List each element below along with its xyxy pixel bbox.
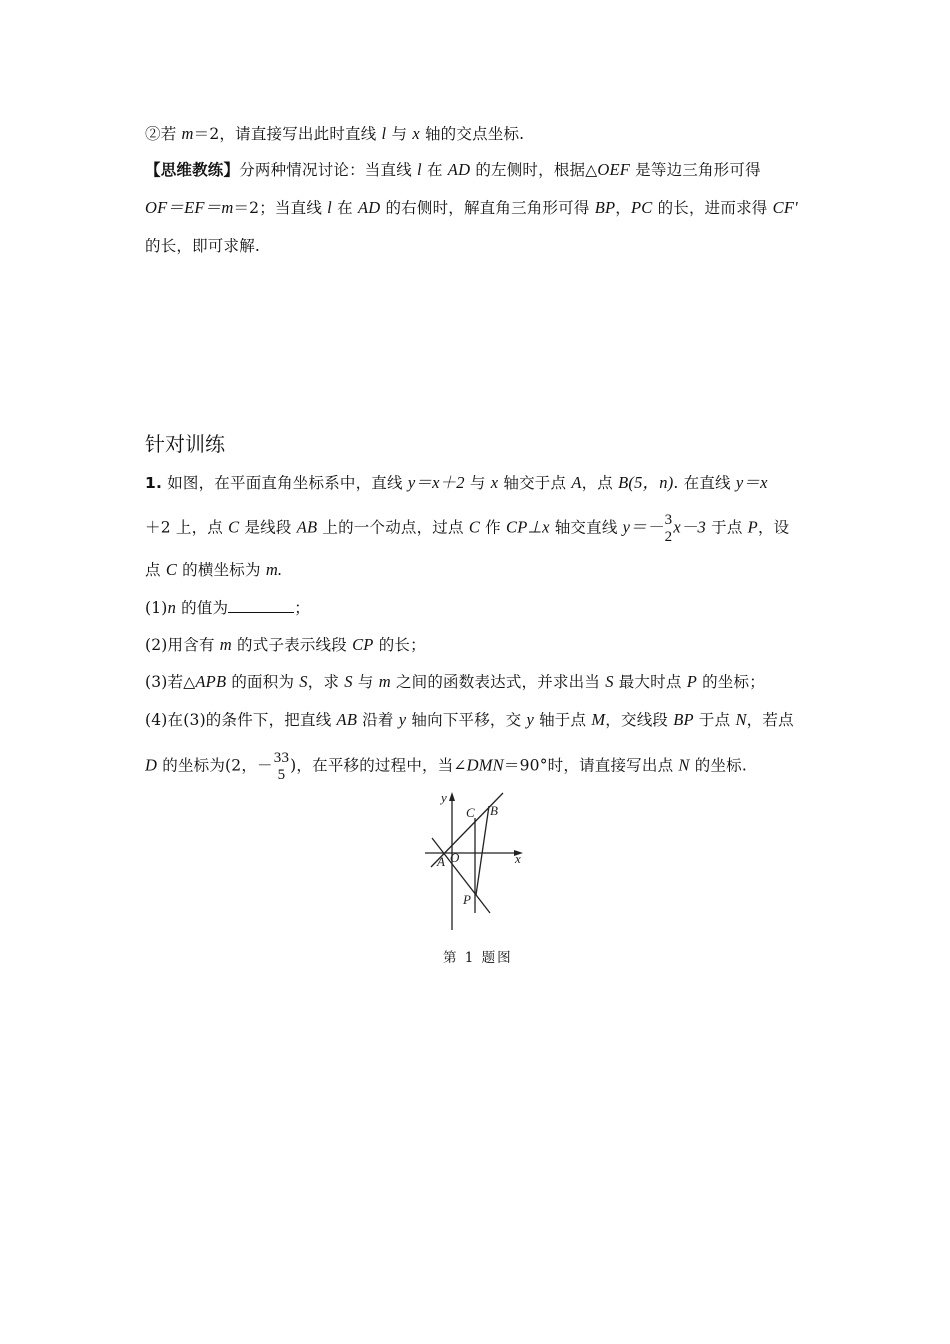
var: BP <box>673 710 694 729</box>
text: 轴的交点坐标. <box>419 125 525 143</box>
var: CP⊥x <box>506 517 550 537</box>
text: (3)若△ <box>145 673 196 691</box>
equation: y＝－ <box>622 517 664 537</box>
subpart-marker: ②若 <box>145 125 182 143</box>
var: C <box>468 517 481 537</box>
var: S <box>605 672 614 691</box>
text: 的坐标为(2，－ <box>157 756 273 775</box>
text: 作 <box>480 518 507 537</box>
var: S <box>344 672 353 691</box>
text: . 在直线 <box>673 474 736 492</box>
text: 轴交于点 <box>498 474 572 492</box>
text: 轴于点 <box>533 711 592 729</box>
var: C <box>165 560 178 579</box>
text: 点 <box>145 561 166 579</box>
text: (2)用含有 <box>145 636 220 654</box>
text: ； <box>294 599 310 617</box>
var: l <box>417 160 422 179</box>
hint-label: 【思维教练】 <box>145 161 240 179</box>
var: AD <box>447 160 471 179</box>
text: 的坐标. <box>689 756 747 775</box>
text: ＝90°时，请直接写出点 <box>503 756 679 775</box>
var: DMN <box>466 755 504 775</box>
var: A <box>571 473 582 492</box>
line-ap <box>432 838 490 913</box>
text: 如图，在平面直角坐标系中，直线 <box>162 474 408 492</box>
text: ，设 <box>757 518 790 537</box>
text: 的值为 <box>176 599 229 617</box>
text: ＝2；当直线 <box>233 199 328 217</box>
text: (1) <box>145 599 168 617</box>
text: ，点 <box>581 474 619 492</box>
text: 的横坐标为 <box>177 561 266 579</box>
text: 沿着 <box>357 711 399 729</box>
equation: y＝x＋2 <box>407 473 465 492</box>
var: M <box>591 710 606 729</box>
text: 的右侧时，解直角三角形可得 <box>380 199 595 217</box>
equation: x－3 <box>673 517 706 537</box>
text: 是线段 <box>239 518 297 537</box>
label-o: O <box>450 850 460 865</box>
text: ， <box>615 199 631 217</box>
var: BP <box>594 198 616 217</box>
numerator: 3 <box>664 512 673 528</box>
figure-caption: 第 1 题图 <box>443 950 513 966</box>
text: 的长，进而求得 <box>652 199 773 217</box>
var: D <box>145 755 158 775</box>
text: ，若点 <box>746 711 794 729</box>
label-b: B <box>490 803 498 818</box>
text: 的长； <box>373 636 426 654</box>
text: 最大时点 <box>613 673 687 691</box>
text: 与 <box>352 673 379 691</box>
text: )，在平移的过程中，当∠ <box>290 756 467 775</box>
label-c: C <box>466 805 475 820</box>
var: y <box>526 710 534 729</box>
text: 的坐标； <box>696 673 765 691</box>
text: 在 <box>421 161 448 179</box>
var: CP <box>352 635 374 654</box>
var: B(5，n) <box>618 473 674 492</box>
hint-line-3: 的长，即可求解. <box>145 237 261 255</box>
var-l: l <box>381 124 387 143</box>
text: 上的一个动点，过点 <box>317 518 469 537</box>
denominator: 5 <box>277 767 286 783</box>
var: P <box>747 517 758 537</box>
var: n <box>167 598 177 617</box>
y-axis-arrow-icon <box>449 792 455 801</box>
denominator: 2 <box>664 529 673 545</box>
var: x <box>490 473 499 492</box>
text: (4)在(3)的条件下，把直线 <box>145 711 337 729</box>
var-m: m <box>181 124 194 143</box>
var: CF′ <box>772 198 798 217</box>
text: 分两种情况讨论：当直线 <box>239 161 418 179</box>
text: 于点 <box>693 711 736 729</box>
var: l <box>327 198 332 217</box>
text: ，求 <box>307 673 345 691</box>
text: 与 <box>386 125 413 143</box>
text: ＋2 上，点 <box>145 518 229 537</box>
text: 是等边三角形可得 <box>630 161 761 179</box>
var: AB <box>336 710 358 729</box>
label-x: x <box>515 851 521 866</box>
text: 的面积为 <box>226 673 300 691</box>
var: y <box>398 710 407 729</box>
var: N <box>735 710 747 729</box>
section-title: 针对训练 <box>145 432 225 456</box>
var: m <box>219 635 232 654</box>
text: 在 <box>331 199 358 217</box>
var: AB <box>296 517 318 537</box>
var: N <box>678 755 690 775</box>
var: m. <box>265 560 283 579</box>
var: C <box>228 517 240 537</box>
text: 的左侧时，根据△ <box>470 161 598 179</box>
var: AD <box>357 198 381 217</box>
text: 的式子表示线段 <box>231 636 353 654</box>
var: m <box>378 672 391 691</box>
var: OF＝EF＝m <box>145 198 234 217</box>
label-y: y <box>441 790 447 805</box>
numerator: 33 <box>273 750 290 766</box>
label-p: P <box>463 892 471 907</box>
text: 轴向下平移，交 <box>406 711 527 729</box>
var: PC <box>630 198 653 217</box>
label-a: A <box>437 854 445 869</box>
var: P <box>686 672 697 691</box>
var: S <box>299 672 308 691</box>
equation: y＝x <box>735 473 768 492</box>
var: OEF <box>597 160 631 179</box>
text: 轴交直线 <box>549 518 623 537</box>
var: APB <box>195 672 227 691</box>
text: 于点 <box>706 518 748 537</box>
text: 与 <box>464 474 491 492</box>
text: 之间的函数表达式，并求出当 <box>390 673 606 691</box>
text: ，交线段 <box>605 711 674 729</box>
var-x: x <box>412 124 420 143</box>
text: ＝2，请直接写出此时直线 <box>193 125 382 143</box>
problem-number: 1. <box>145 474 163 492</box>
